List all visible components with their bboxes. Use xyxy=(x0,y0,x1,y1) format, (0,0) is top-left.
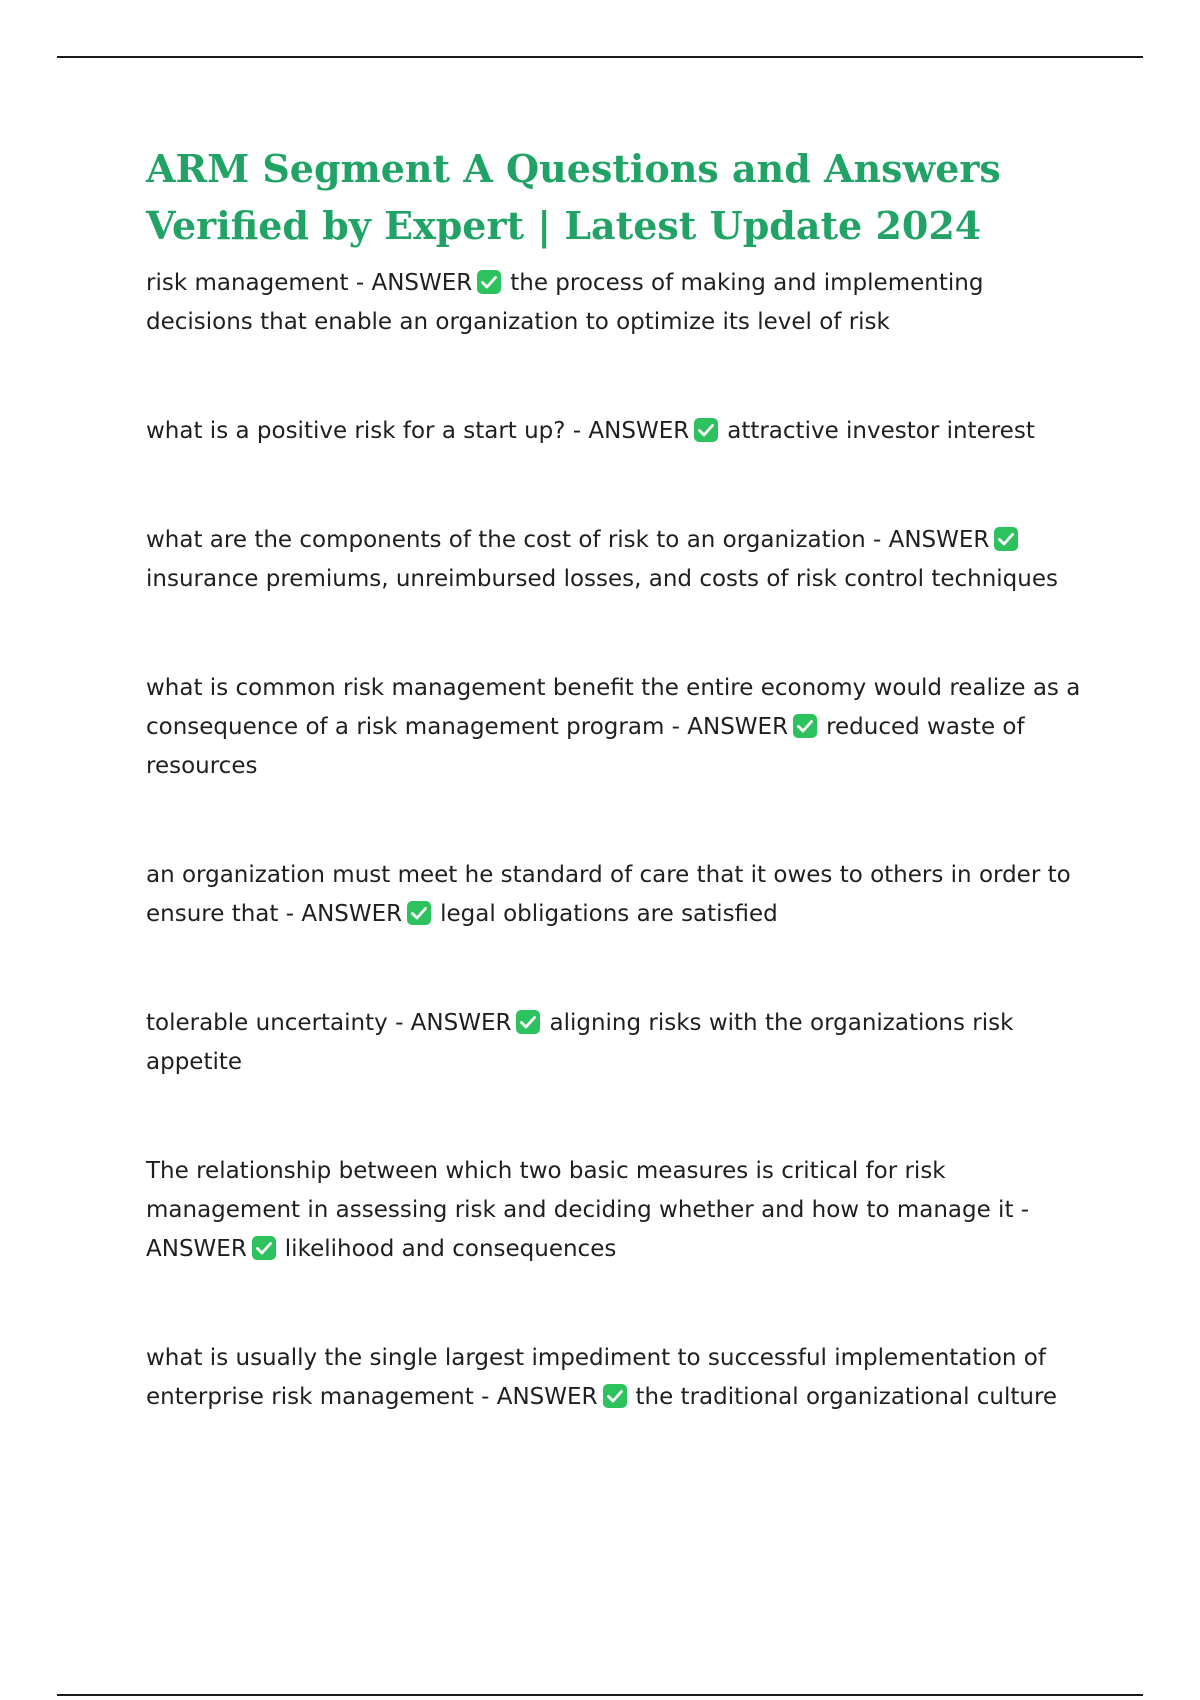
answer-text: the traditional organizational culture xyxy=(635,1384,1058,1410)
qa-item xyxy=(146,856,1086,934)
answer-marker: - ANSWER xyxy=(146,1197,1030,1262)
qa-item xyxy=(146,264,1086,342)
answer-text: attractive investor interest xyxy=(727,418,1035,444)
question-text: an organization must meet he standard of care that it owes to others in order to ensure that xyxy=(146,862,1071,927)
qa-item xyxy=(146,1152,1086,1269)
answer-marker: - ANSWER xyxy=(873,527,990,553)
check-icon xyxy=(406,900,432,926)
qa-item xyxy=(146,521,1086,599)
question-text: The relationship between which two basic measures is critical for risk management in assessing risk and deciding whether and how to manage it xyxy=(146,1158,1014,1223)
answer-marker: - ANSWER xyxy=(355,270,473,296)
question-text: tolerable uncertainty xyxy=(146,1010,388,1036)
check-icon xyxy=(792,713,818,739)
answer-marker: - ANSWER xyxy=(395,1010,512,1036)
check-icon xyxy=(602,1383,628,1409)
qa-item xyxy=(146,1339,1086,1417)
answer-text: reduced waste of resources xyxy=(146,714,1025,779)
answer-marker: - ANSWER xyxy=(671,714,789,740)
answer-text: likelihood and consequences xyxy=(284,1236,617,1262)
answer-text: the process of making and implementing decisions that enable an organization to optimize its level of risk xyxy=(146,270,984,335)
question-text: what is common risk management benefit the entire economy would realize as a consequence of a risk management program xyxy=(146,675,1081,740)
check-icon xyxy=(476,269,502,295)
question-text: what is usually the single largest impediment to successful implementation of enterprise risk management xyxy=(146,1345,1046,1410)
check-icon xyxy=(693,417,719,443)
bottom-rule xyxy=(57,1694,1143,1696)
answer-text: insurance premiums, unreimbursed losses, and costs of risk control techniques xyxy=(146,566,1058,592)
answer-marker: - ANSWER xyxy=(572,418,690,444)
check-icon xyxy=(515,1009,541,1035)
top-rule xyxy=(57,56,1143,58)
answer-marker: - ANSWER xyxy=(481,1384,598,1410)
check-icon xyxy=(993,526,1019,552)
answer-text: legal obligations are satisfied xyxy=(440,901,778,927)
answer-text: aligning risks with the organizations risk appetite xyxy=(146,1010,1014,1075)
question-text: risk management xyxy=(146,270,349,296)
qa-item xyxy=(146,669,1086,786)
qa-item xyxy=(146,1004,1086,1082)
question-text: what are the components of the cost of risk to an organization xyxy=(146,527,866,553)
document-title: ARM Segment A Questions and Answers Verified by Expert | Latest Update 2024 xyxy=(146,146,1001,248)
question-text: what is a positive risk for a start up? xyxy=(146,418,566,444)
document-body xyxy=(146,140,1086,1417)
qa-item xyxy=(146,412,1086,451)
answer-marker: - ANSWER xyxy=(285,901,403,927)
check-icon xyxy=(251,1235,277,1261)
